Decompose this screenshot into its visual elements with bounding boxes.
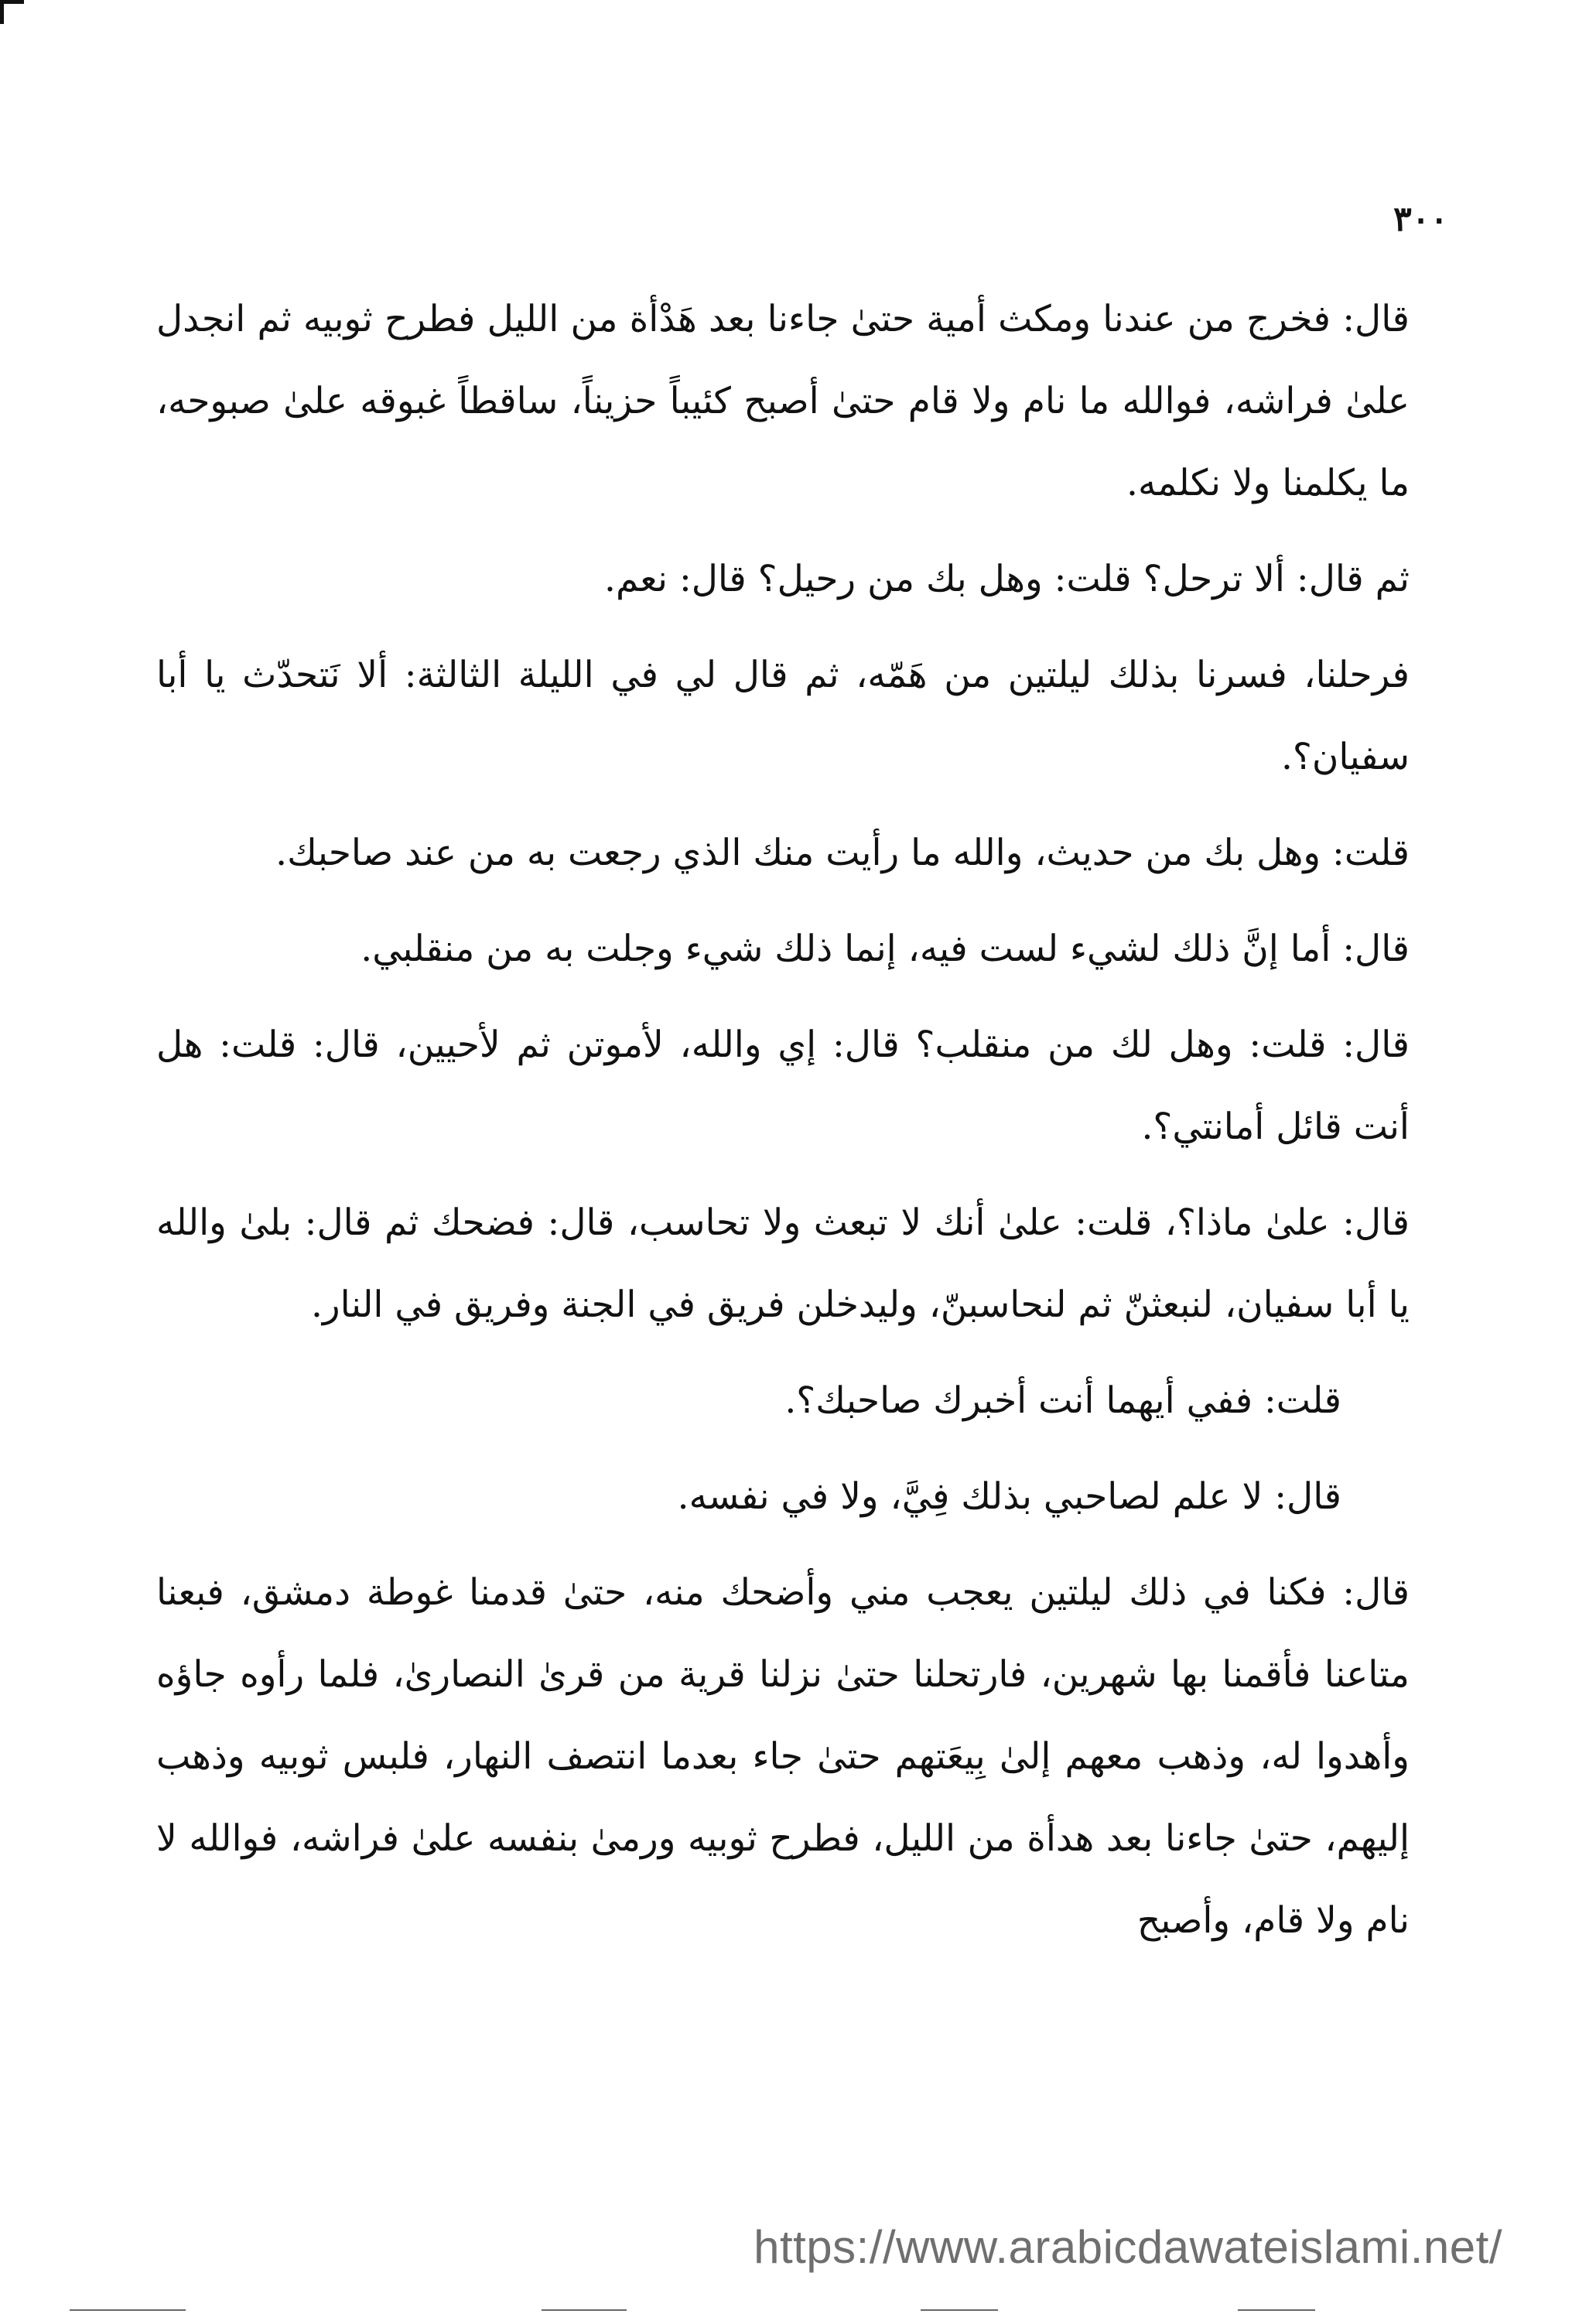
scan-edge-line xyxy=(921,2309,998,2311)
paragraph-8: قلت: ففي أيهما أنت أخبرك صاحبك؟. xyxy=(784,1379,1341,1422)
paragraph-4: قلت: وهل بك من حديث، والله ما رأيت منك الذي رجعت به من عند صاحبك. xyxy=(275,832,1410,874)
scan-edge-line xyxy=(70,2309,186,2311)
page-number: ٣٠٠ xyxy=(1393,200,1448,239)
paragraph-3: فرحلنا، فسرنا بذلك ليلتين من هَمّه، ثم قال لي في الليلة الثالثة: ألا نَتحدّث يا أبا سفيان؟. xyxy=(156,654,1410,778)
scan-edge-line xyxy=(1238,2309,1315,2311)
paragraph-6: قال: قلت: وهل لك من منقلب؟ قال: إي والله، لأموتن ثم لأحيين، قال: قلت: هل أنت قائل أمانتي؟. xyxy=(156,1024,1410,1148)
scan-edge-line xyxy=(542,2309,627,2311)
paragraph-10: قال: فكنا في ذلك ليلتين يعجب مني وأضحك منه، حتىٰ قدمنا غوطة دمشق، فبعنا متاعنا فأقمنا بها شهرين، فارتحلنا حتىٰ نزلنا قرية من قرىٰ النصارىٰ، فلما رأوه جاؤه وأهدوا له، وذهب معهم إلىٰ بِيعَتهم حتىٰ جاء بعدما انتصف النهار، فلبس ثوبيه وذهب إليهم، حتىٰ جاءنا بعد هدأة من الليل، فطرح ثوبيه ورمىٰ بنفسه علىٰ فراشه، فوالله لا نام ولا قام، وأصبح xyxy=(156,1571,1410,1942)
paragraph-5: قال: أما إنَّ ذلك لشيء لست فيه، إنما ذلك شيء وجلت به من منقلبي. xyxy=(361,928,1410,970)
paragraph-7: قال: علىٰ ماذا؟، قلت: علىٰ أنك لا تبعث ولا تحاسب، قال: فضحك ثم قال: بلىٰ والله يا أبا سفيان، لنبعثنّ ثم لنحاسبنّ، وليدخلن فريق في الجنة وفريق في النار. xyxy=(156,1201,1410,1326)
paragraph-1: قال: فخرج من عندنا ومكث أمية حتىٰ جاءنا بعد هَدْأة من الليل فطرح ثوبيه ثم انجدل علىٰ فراشه، فوالله ما نام ولا قام حتىٰ أصبح كئيباً حزيناً، ساقطاً غبوقه علىٰ صبوحه، ما يكلمنا ولا نكلمه. xyxy=(156,298,1410,504)
page-text xyxy=(156,279,1410,1976)
watermark-url: https://www.arabicdawateislami.net/ xyxy=(754,2221,1502,2273)
scan-corner-mark xyxy=(0,0,24,24)
paragraph-2: ثم قال: ألا ترحل؟ قلت: وهل بك من رحيل؟ قال: نعم. xyxy=(604,558,1410,600)
paragraph-9: قال: لا علم لصاحبي بذلك فِيَّ، ولا في نفسه. xyxy=(677,1475,1341,1518)
